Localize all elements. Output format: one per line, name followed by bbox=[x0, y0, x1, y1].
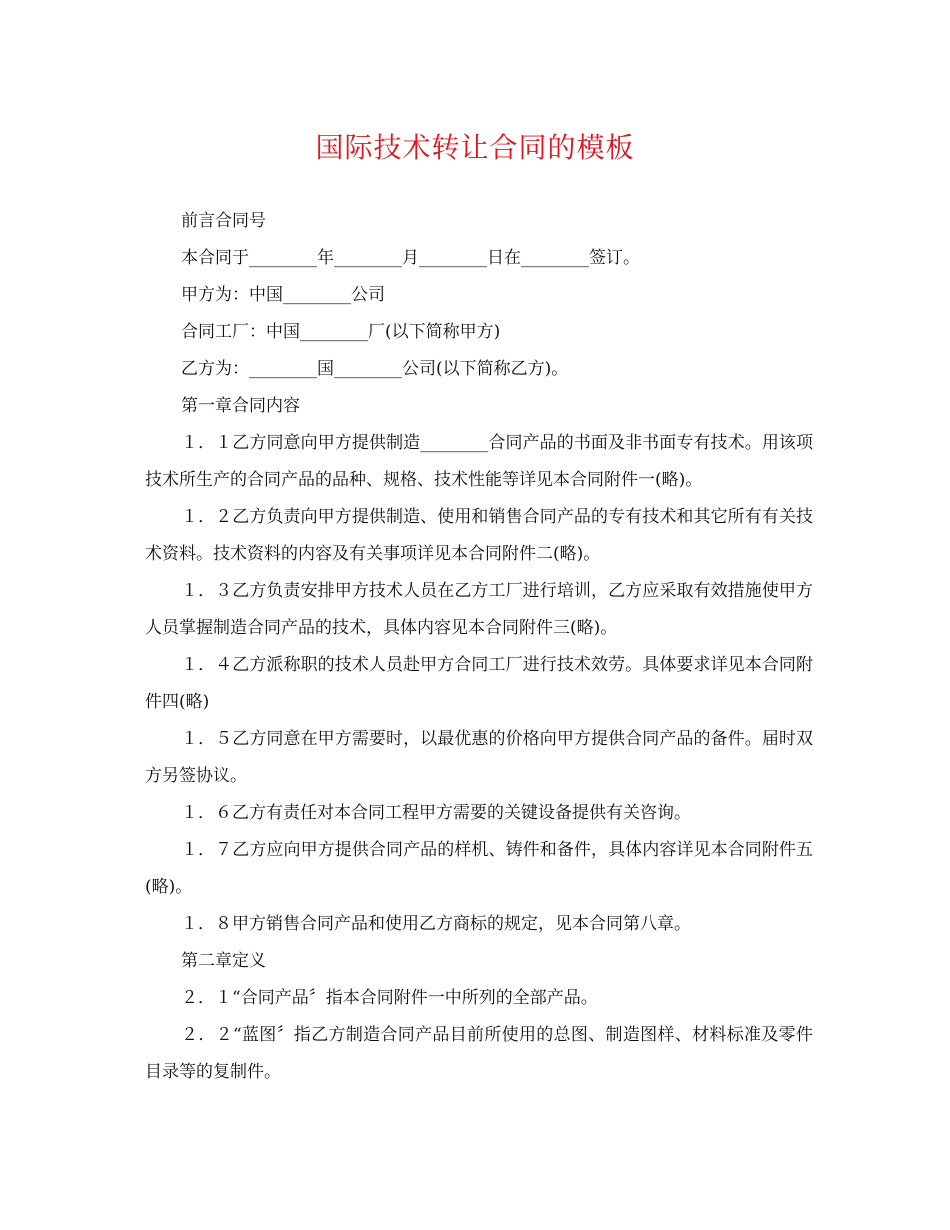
clause-1-8: １．８甲方销售合同产品和使用乙方商标的规定，见本合同第八章。 bbox=[181, 914, 691, 934]
paragraph-party-a: 甲方为：中国________公司 bbox=[181, 285, 385, 305]
document-title: 国际技术转让合同的模板 bbox=[315, 131, 635, 164]
clause-1-4: １．４乙方派称职的技术人员赴甲方合同工厂进行技术效劳。具体要求详见本合同附件四(略) bbox=[145, 655, 813, 712]
clause-1-1: １．１乙方同意向甲方提供制造________合同产品的书面及非书面专有技术。用该项技术所生产的合同产品的品种、规格、技术性能等详见本合同附件一(略)。 bbox=[145, 433, 813, 490]
clause-1-2: １．２乙方负责向甲方提供制造、使用和销售合同产品的专有技术和其它所有有关技术资料。技术资料的内容及有关事项详见本合同附件二(略)。 bbox=[145, 507, 813, 564]
clause-2-2: ２．２“蓝图〞指乙方制造合同产品目前所使用的总图、制造图样、材料标准及零件目录等的复制件。 bbox=[145, 1025, 813, 1082]
clause-1-5: １．５乙方同意在甲方需要时，以最优惠的价格向甲方提供合同产品的备件。届时双方另签协议。 bbox=[145, 729, 813, 786]
paragraph-contract-factory: 合同工厂：中国________厂(以下简称甲方) bbox=[181, 322, 501, 342]
paragraph-signing-date: 本合同于________年________月________日在________签订。 bbox=[181, 248, 640, 268]
document-body bbox=[145, 203, 813, 1091]
clause-1-6: １．６乙方有责任对本合同工程甲方需要的关键设备提供有关咨询。 bbox=[181, 803, 691, 823]
chapter-heading-1: 第一章合同内容 bbox=[181, 396, 300, 416]
chapter-heading-2: 第二章定义 bbox=[181, 951, 266, 971]
clause-1-3: １．３乙方负责安排甲方技术人员在乙方工厂进行培训，乙方应采取有效措施使甲方人员掌握制造合同产品的技术，具体内容见本合同附件三(略)。 bbox=[145, 581, 813, 638]
clause-2-1: ２．１“合同产品〞指本合同附件一中所列的全部产品。 bbox=[181, 988, 598, 1008]
paragraph-party-b: 乙方为：________国________公司(以下简称乙方)。 bbox=[181, 359, 569, 379]
clause-1-7: １．７乙方应向甲方提供合同产品的样机、铸件和备件，具体内容详见本合同附件五(略)。 bbox=[145, 840, 813, 897]
paragraph-preface: 前言合同号 bbox=[181, 211, 266, 231]
